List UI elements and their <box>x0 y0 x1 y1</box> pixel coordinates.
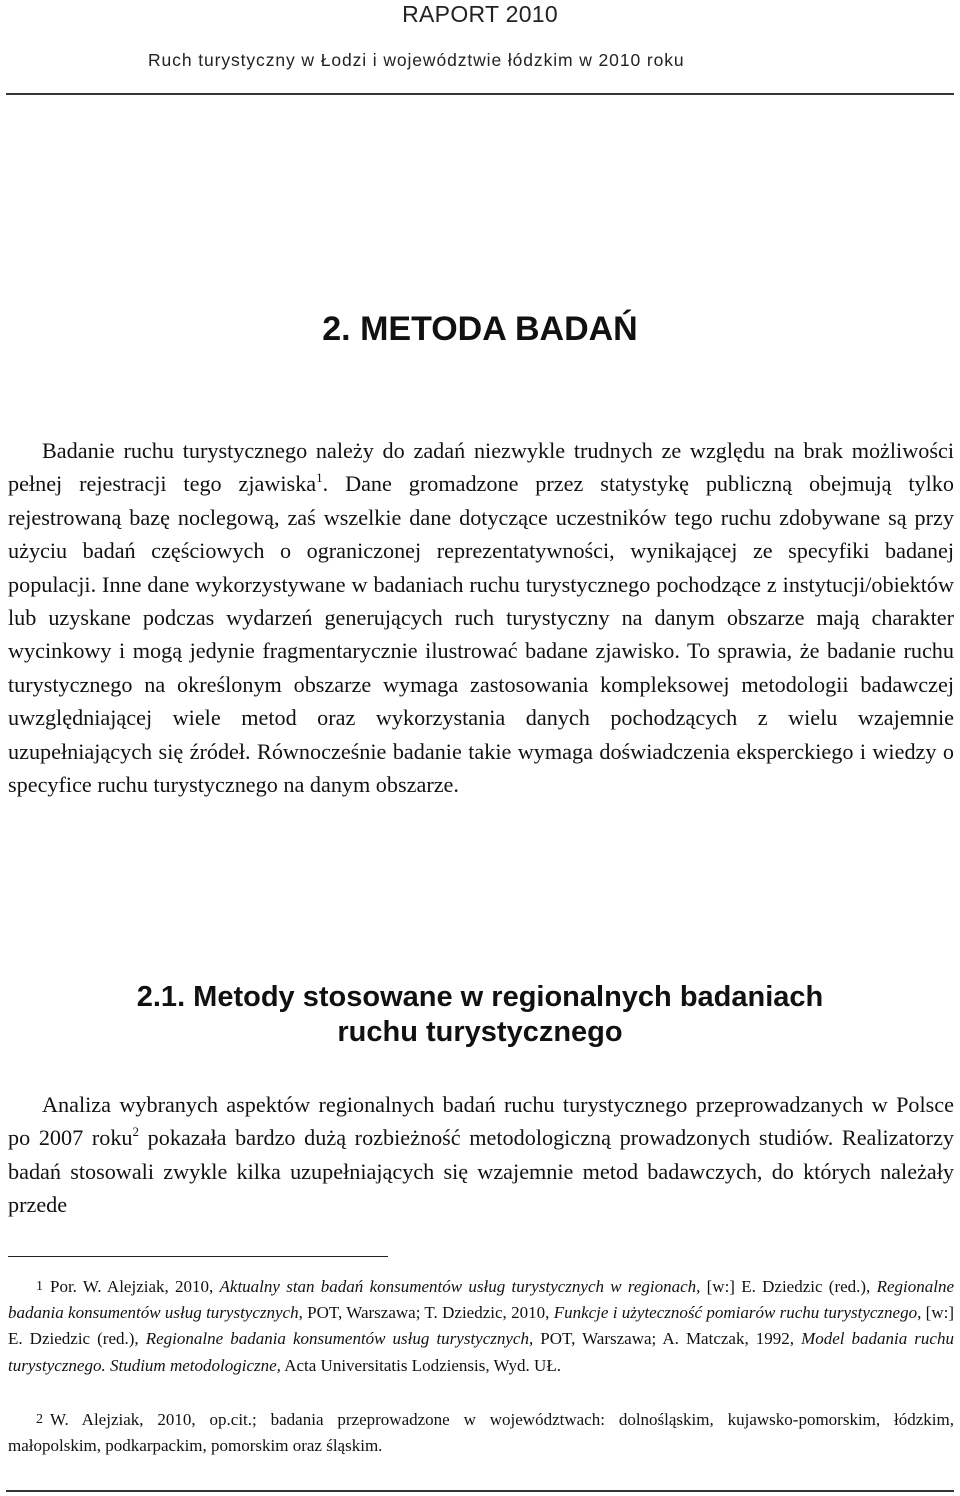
subsection-heading-line1: 2.1. Metody stosowane w regionalnych badaniach <box>136 981 824 1013</box>
footnote-1-text: [w:] E. Dziedzic (red.), <box>8 1303 955 1349</box>
section-heading: 2. METODA BADAŃ <box>322 310 638 348</box>
footnote-1-text: Acta Universitatis Lodziensis, Wyd. UŁ. <box>280 1355 561 1375</box>
analysis-text-part1: Analiza wybranych aspektów regionalnych badań ruchu turystycznego przeprowadzanych w Polsce po 2007 roku <box>8 1092 954 1151</box>
footnote-1-number: 1 <box>36 1279 43 1294</box>
footnote-2-number: 2 <box>36 1412 43 1427</box>
footnote-1-text: POT, Warszawa; A. Matczak, 1992, <box>533 1329 802 1349</box>
running-header-title: RAPORT 2010 <box>402 1 558 27</box>
footnote-1 <box>8 1274 954 1379</box>
footnote-1-title: Aktualny stan badań konsumentów usług turystycznych w regionach, <box>219 1277 701 1296</box>
footnote-2 <box>8 1407 954 1459</box>
footnote-1-text: POT, Warszawa; T. Dziedzic, 2010, <box>302 1303 554 1323</box>
footnote-2-text: W. Alejziak, 2010, op.cit.; badania przeprowadzone w województwach: dolnośląskim, kujawsko-pomorskim, łódzkim, małopolskim, podkarpackim, pomorskim oraz śląskim. <box>8 1410 954 1456</box>
footnote-1-title: Funkcje i użyteczność pomiarów ruchu turystycznego, <box>553 1303 922 1323</box>
subsection-heading-line2: ruchu turystycznego <box>337 1015 623 1048</box>
intro-paragraph <box>8 434 954 801</box>
footnote-1-title: Regionalne badania konsumentów usług turystycznych, <box>8 1277 954 1323</box>
header-divider <box>6 93 954 95</box>
subsection-heading <box>0 980 960 1049</box>
footnote-1-title: Regionalne badania konsumentów usług turystycznych, <box>145 1329 534 1349</box>
intro-text-part2: . Dane gromadzone przez statystykę publiczną obejmują tylko rejestrowaną bazę noclegową, zaś wszelkie dane dotyczące uczestników tego ruchu zdobywane są przy użyciu badań częściowych o ograniczonej reprezentatywności, wynikającej ze specyfiki badanej populacji. Inne dane wykorzystywane w badaniach ruchu turystycznego pochodzące z instytucji/obiektów lub uzyskane podczas wydarzeń generujących ruch turystyczny na danym obszarze mają charakter wycinkowy i mogą jedynie fragmentarycznie ilustrować badane zjawisko. To sprawia, że badanie ruchu turystycznego na określonym obszarze wymaga zastosowania kompleksowej metodologii badawczej uwzględniającej wiele metod oraz wykorzystania danych pochodzących z wielu wzajemnie uzupełniających się źródeł. Równocześnie badanie takie wymaga doświadczenia eksperckiego i wiedzy o specyfice ruchu turystycznego na danym obszarze. <box>8 471 954 798</box>
analysis-text-part2: pokazała bardzo dużą rozbieżność metodologiczną prowadzonych studiów. Realizatorzy badań stosowali zwykle kilka uzupełniających się wzajemnie metod badawczych, do których należały przede <box>8 1125 955 1218</box>
footnote-divider <box>8 1256 388 1257</box>
footer-divider <box>6 1490 954 1492</box>
footnote-ref-2[interactable]: 2 <box>132 1124 140 1140</box>
intro-text-part1: Badanie ruchu turystycznego należy do zadań niezwykle trudnych ze względu na brak możliwości pełnej rejestracji tego zjawiska <box>8 438 954 497</box>
footnote-1-title: Model badania ruchu turystycznego. Studium metodologiczne, <box>8 1329 954 1375</box>
running-header-subtitle: Ruch turystyczny w Łodzi i województwie łódzkim w 2010 roku <box>148 50 685 70</box>
footnote-ref-1[interactable]: 1 <box>316 470 323 486</box>
footnote-1-text: [w:] E. Dziedzic (red.), <box>700 1277 877 1296</box>
footnote-1-text: Por. W. Alejziak, 2010, <box>50 1277 220 1296</box>
analysis-paragraph <box>8 1088 954 1222</box>
